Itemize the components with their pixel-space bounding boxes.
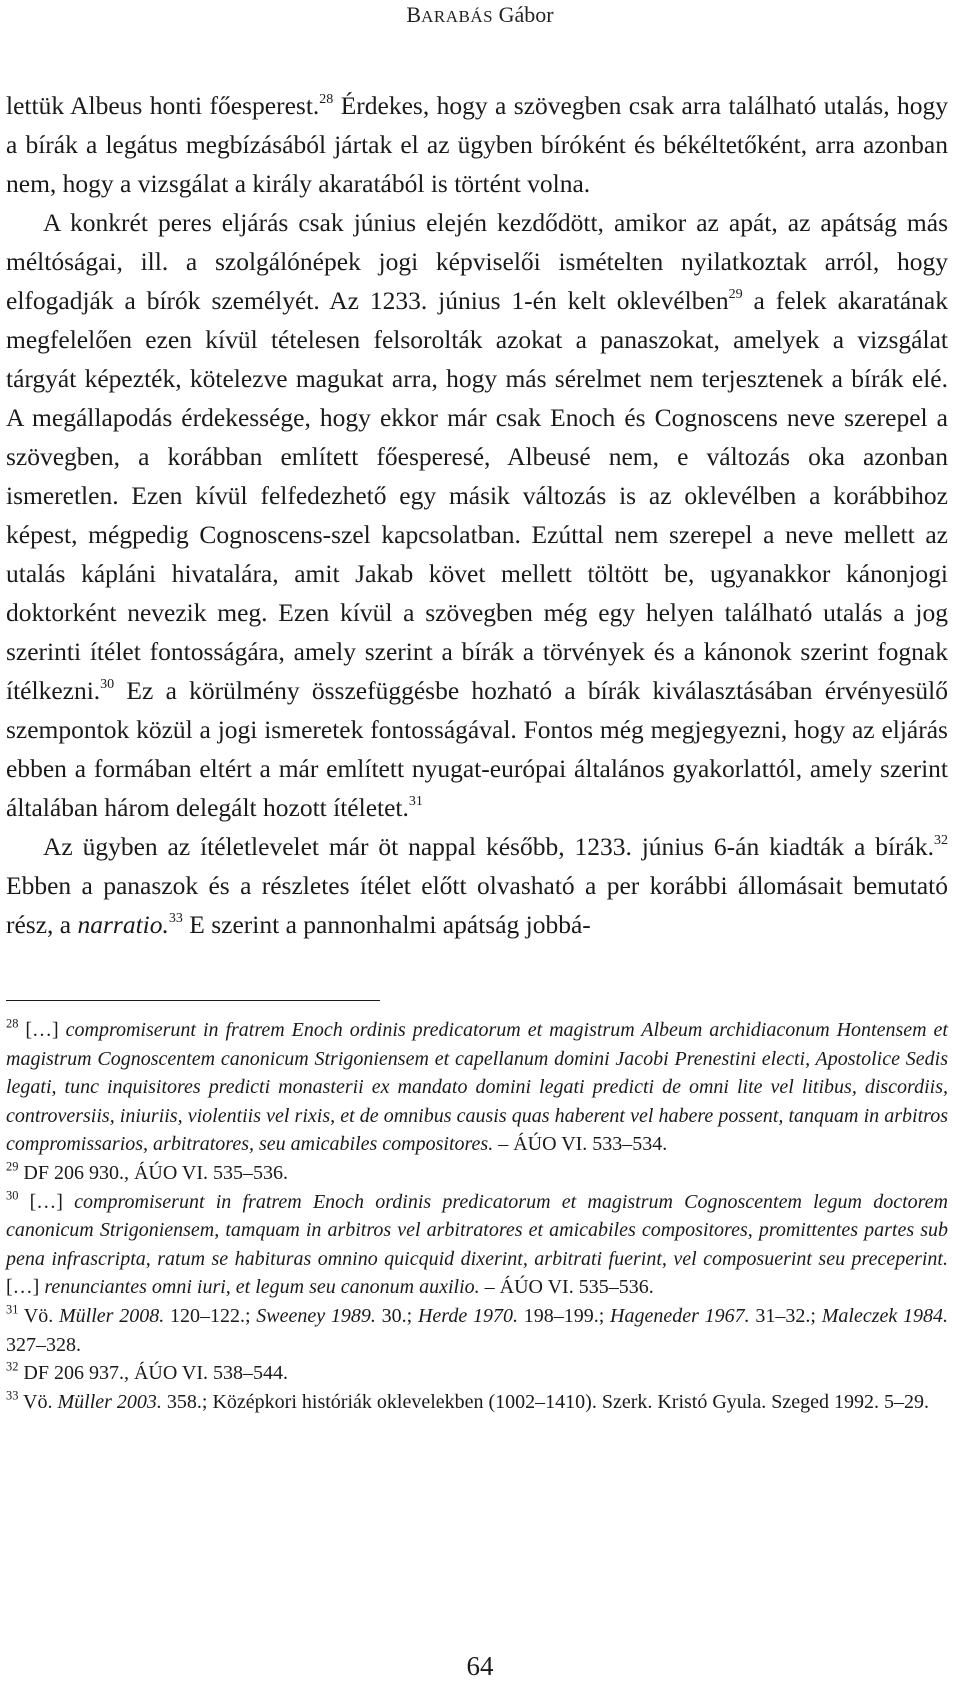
footnote-ref-33[interactable]: 33 bbox=[168, 910, 183, 926]
footnote-ref-29[interactable]: 29 bbox=[728, 286, 743, 302]
text-run: 31–32.; bbox=[749, 1304, 822, 1327]
footnote-number: 31 bbox=[6, 1302, 19, 1317]
latin-quote: renunciantes omni iuri, et legum seu canonum auxilio. bbox=[44, 1276, 480, 1299]
footnote-number: 30 bbox=[6, 1187, 19, 1202]
main-text bbox=[6, 86, 948, 944]
footnote-30 bbox=[6, 1188, 948, 1302]
text-run: – ÁÚO VI. 535–536. bbox=[479, 1276, 654, 1299]
text-run: 358.; Középkori históriák oklevelekben (1002–1410). Szerk. Kristó Gyula. Szeged 1992. 5–29. bbox=[161, 1390, 929, 1413]
text-run: Az ügyben az ítéletlevelet már öt nappal később, 1233. június 6-án kiadták a bírák. bbox=[43, 832, 934, 861]
footnote-number: 28 bbox=[6, 1016, 19, 1031]
text-run: E szerint a pannonhalmi apátság jobbá- bbox=[182, 910, 591, 939]
italic-term: narratio. bbox=[77, 910, 169, 939]
latin-quote: compromiserunt in fratrem Enoch ordinis predicatorum et magistrum Albeum archidiaconum Hontensem et magistrum Cognoscentem canonicum Strigoniensem et capellanum domini Jacobi Prenestini electi, Apostolice Sedis legati, tunc inquisitores predicti monasterii ex mandato domini legati predicti de omni lite vel litibus, discordiis, controversiis, iniuriis, violentiis vel rixis, et de omnibus causis quas haberent vel habere possent, tanquam in arbitros compromissarios, arbitratores, seu amicabiles compositores. bbox=[6, 1019, 948, 1156]
footnote-ref-31[interactable]: 31 bbox=[408, 793, 423, 809]
text-run: […] bbox=[6, 1276, 45, 1299]
header-author-firstname: Gábor bbox=[498, 2, 554, 27]
text-run: DF 206 930., ÁÚO VI. 535–536. bbox=[18, 1161, 289, 1184]
footnote-number: 33 bbox=[6, 1388, 19, 1403]
text-run: a felek akaratának megfelelően ezen kívül tételesen felsorolták azokat a panaszokat, amelyek a vizsgálat tárgyát képezték, kötelezve magukat arra, hogy más sérelmet nem terjesztenek a bírák elé. A megállapodás érdekessége, hogy ekkor már csak Enoch és Cognoscens neve szerepel a szövegben, a korábban említett főesperesé, Albeusé nem, e változás oka azonban ismeretlen. Ezen kívül felfedezhető egy másik változás is az oklevélben a korábbihoz képest, mégpedig Cognoscens-szel kapcsolatban. Ezúttal nem szerepel a neve mellett az utalás kápláni hivatalára, amit Jakab követ mellett töltött be, ugyanakkor kánonjogi doktorként nevezik meg. Ezen kívül a szövegben még egy helyen található utalás a jog szerinti ítélet fontosságára, amely szerint a bírák a törvények és a kánonok szerint fognak ítélkezni. bbox=[6, 286, 948, 705]
paragraph-1 bbox=[6, 86, 948, 203]
footnote-ref-32[interactable]: 32 bbox=[933, 832, 948, 848]
footnote-31 bbox=[6, 1302, 948, 1359]
footnote-33 bbox=[6, 1388, 948, 1417]
citation-author: Herde 1970. bbox=[417, 1304, 518, 1327]
text-run: Érdekes, hogy a szövegben csak arra található utalás, hogy a bírák a legátus megbízásából jártak el az ügyben bíróként és békéltetőként, arra azonban nem, hogy a vizsgálat a király akaratából is történt volna. bbox=[6, 91, 948, 198]
text-run: A konkrét peres eljárás csak június elején kezdődött, amikor az apát, az apátság más méltóságai, ill. a szolgálónépek jogi képviselői ismételten nyilatkoztak arról, hogy elfogadják a bírók személyét. Az 1233. június 1-én kelt oklevélben bbox=[6, 208, 948, 315]
footnote-32 bbox=[6, 1359, 948, 1388]
header-author-initial: B bbox=[406, 2, 422, 27]
text-run: […] bbox=[18, 1019, 66, 1041]
citation-author: Müller 2008. bbox=[59, 1304, 165, 1327]
text-run: lettük Albeus honti főesperest. bbox=[6, 91, 320, 120]
text-run: […] bbox=[18, 1190, 75, 1213]
footnote-ref-28[interactable]: 28 bbox=[319, 91, 334, 107]
text-run: 120–122.; bbox=[164, 1304, 257, 1327]
citation-author: Maleczek 1984. bbox=[821, 1304, 949, 1327]
text-run: DF 206 937., ÁÚO VI. 538–544. bbox=[18, 1362, 289, 1385]
footnote-28 bbox=[6, 1016, 948, 1159]
paragraph-2 bbox=[6, 203, 948, 827]
text-run: 30.; bbox=[375, 1304, 418, 1327]
footnote-29 bbox=[6, 1159, 948, 1188]
footnotes bbox=[6, 1016, 948, 1416]
latin-quote: compromiserunt in fratrem Enoch ordinis predicatorum et magistrum Cognoscentem legum doctorem canonicum Strigoniensem, tamquam in arbitros vel arbitratores et amicabiles compositores, promittentes partes sub pena infrascripta, ratum se habituras omnino quicquid dixerint, arbitrati fuerint, vel composuerint seu preceperint. bbox=[6, 1190, 948, 1270]
text-run: Ebben a panaszok és a részletes ítélet előtt olvasható a per korábbi állomásait bemutató rész, a bbox=[6, 871, 948, 939]
text-run: Vö. bbox=[18, 1390, 58, 1413]
header-author-surname: ARABÁS bbox=[421, 7, 494, 26]
text-run: – ÁÚO VI. 533–534. bbox=[493, 1133, 668, 1156]
footnote-number: 29 bbox=[6, 1159, 19, 1174]
running-header bbox=[0, 2, 960, 28]
footnote-number: 32 bbox=[6, 1359, 19, 1374]
text-run: Ez a körülmény összefüggésbe hozható a bírák kiválasztásában érvényesülő szempontok közül a jogi ismeretek fontosságával. Fontos még megjegyezni, hogy az eljárás ebben a formában eltért a már említett nyugat-európai általános gyakorlattól, amely szerint általában három delegált hozott ítéletet. bbox=[6, 676, 948, 822]
citation-author: Sweeney 1989. bbox=[256, 1304, 376, 1327]
text-run: 198–199.; bbox=[517, 1304, 611, 1327]
text-run: 327–328. bbox=[6, 1333, 81, 1356]
footnote-ref-30[interactable]: 30 bbox=[100, 676, 115, 692]
footnote-divider bbox=[6, 1000, 380, 1001]
citation-author: Müller 2003. bbox=[57, 1390, 162, 1413]
page-number: 64 bbox=[466, 1651, 494, 1681]
text-run: Vö. bbox=[18, 1304, 59, 1327]
paragraph-3 bbox=[6, 827, 948, 944]
citation-author: Hageneder 1967. bbox=[610, 1304, 750, 1327]
